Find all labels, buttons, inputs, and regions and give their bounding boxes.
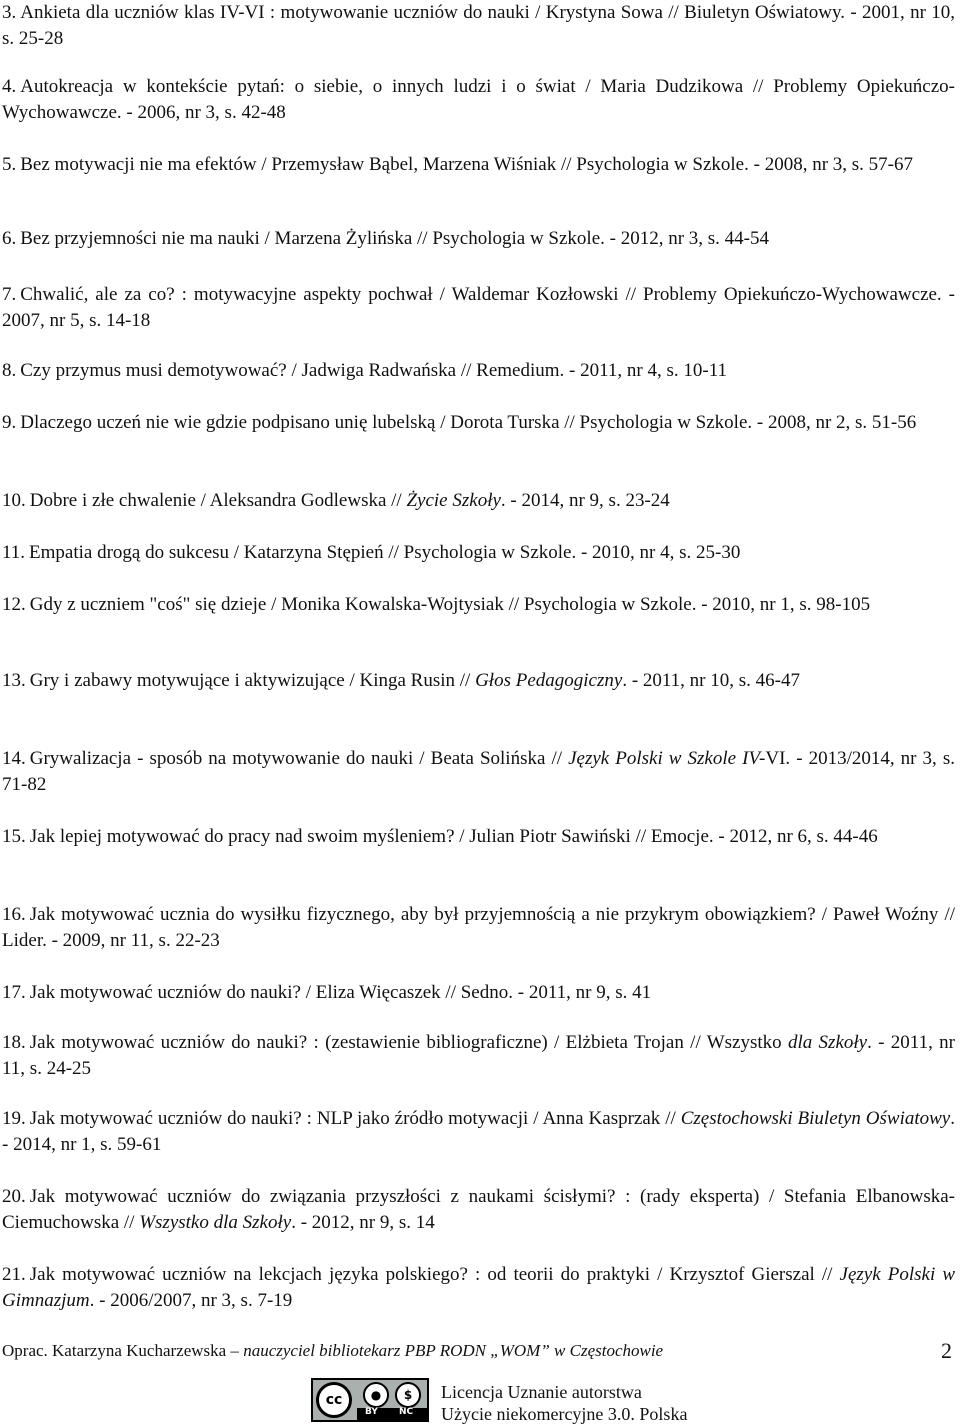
attribution-icon: ● (363, 1382, 389, 1408)
noncommercial-icon: $ (395, 1382, 421, 1408)
bibliography-entry (2, 746, 955, 798)
entry-number: 9. (2, 412, 17, 433)
entry-journal: Język Polski w Szkole IV- (568, 748, 766, 769)
bibliography-entry (2, 824, 955, 850)
entry-number: 7. (2, 284, 17, 305)
entry-text: Jak motywować uczniów do nauki? : (zestawienie bibliograficzne) / Elżbieta Trojan // Wszystko (29, 1032, 788, 1053)
entry-details: VI. - 2013/2014, nr 3, s. 71-82 (2, 748, 955, 795)
bibliography-entry (2, 74, 955, 126)
entry-number: 5. (2, 154, 17, 175)
entry-number: 15. (2, 826, 26, 847)
badge-label-strip (357, 1408, 427, 1420)
bibliography-entry (2, 592, 955, 618)
bibliography-entry (2, 282, 955, 334)
footer-credit (2, 1340, 663, 1362)
entry-text: Jak motywować uczniów do nauki? / Eliza Więcaszek // Sedno. - 2011, nr 9, s. 41 (29, 982, 652, 1003)
entry-text: Jak motywować ucznia do wysiłku fizycznego, aby był przyjemnością a nie przykrym obowiązkiem? / Paweł Woźny // Lider. - 2009, nr 11, s. 22-23 (2, 904, 955, 951)
entry-number: 4. (2, 76, 17, 97)
bibliography-entry (2, 410, 955, 436)
entry-journal: Częstochowski Biuletyn Oświatowy (680, 1108, 951, 1129)
bibliography-entry (2, 1030, 955, 1082)
entry-text: Jak motywować uczniów do nauki? : NLP jako źródło motywacji / Anna Kasprzak // (29, 1108, 681, 1129)
entry-text: Ankieta dla uczniów klas IV-VI : motywowanie uczniów do nauki / Krystyna Sowa // Biuletyn Oświatowy. - 2001, nr 10, s. 25-28 (2, 2, 955, 49)
entry-number: 14. (2, 748, 26, 769)
license-text (441, 1381, 687, 1425)
entry-text: Jak lepiej motywować do pracy nad swoim myśleniem? / Julian Piotr Sawiński // Emocje. - 2012, nr 6, s. 44-46 (29, 826, 878, 847)
bibliography-entry (2, 488, 955, 514)
entry-number: 17. (2, 982, 26, 1003)
entry-details: . - 2011, nr 11, s. 24-25 (2, 1032, 955, 1079)
bibliography-entry (2, 226, 955, 252)
page-number: 2 (941, 1338, 952, 1363)
entry-journal: Wszystko dla Szkoły (139, 1212, 292, 1233)
entry-number: 21. (2, 1264, 26, 1285)
entry-details: . - 2014, nr 1, s. 59-61 (2, 1108, 955, 1155)
entry-journal: dla Szkoły (787, 1032, 868, 1053)
entry-text: Jak motywować uczniów do związania przyszłości z naukami ścisłymi? : (rady eksperta) / Stefania Elbanowska-Ciemuchowska // (2, 1186, 955, 1233)
entry-text: Autokreacja w kontekście pytań: o siebie, o innych ludzi i o świat / Maria Dudzikowa // Problemy Opiekuńczo-Wychowawcze. - 2006, nr 3, s. 42-48 (2, 76, 955, 123)
entry-text: Empatia drogą do sukcesu / Katarzyna Stępień // Psychologia w Szkole. - 2010, nr 4, s. 25-30 (29, 542, 741, 563)
entry-journal: Głos Pedagogiczny (475, 670, 623, 691)
bibliography-entry (2, 1184, 955, 1236)
entry-number: 6. (2, 228, 17, 249)
entry-number: 11. (2, 542, 26, 563)
entry-text: Gdy z uczniem "coś" się dzieje / Monika Kowalska-Wojtysiak // Psychologia w Szkole. - 2010, nr 1, s. 98-105 (29, 594, 871, 615)
license-line-1: Licencja Uznanie autorstwa (441, 1382, 642, 1402)
bibliography-entry (2, 358, 955, 384)
badge-nc-label: NC (399, 1407, 414, 1417)
cc-icon: cc (316, 1382, 352, 1418)
entry-number: 19. (2, 1108, 26, 1129)
bibliography-entry (2, 1262, 955, 1314)
footer-role: nauczyciel bibliotekarz PBP RODN „WOM” w Częstochowie (243, 1341, 664, 1360)
bibliography-entry (2, 668, 955, 694)
entry-text: Dobre i złe chwalenie / Aleksandra Godlewska // (29, 490, 407, 511)
entry-text: Bez motywacji nie ma efektów / Przemysław Bąbel, Marzena Wiśniak // Psychologia w Szkole. - 2008, nr 3, s. 57-67 (20, 154, 913, 175)
bibliography-entry (2, 980, 955, 1006)
badge-by-label: BY (365, 1407, 378, 1417)
entry-number: 3. (2, 2, 17, 23)
cc-license-badge[interactable] (311, 1378, 429, 1422)
entry-details: . - 2014, nr 9, s. 23-24 (500, 490, 670, 511)
entry-text: Czy przymus musi demotywować? / Jadwiga Radwańska // Remedium. - 2011, nr 4, s. 10-11 (20, 360, 727, 381)
entry-number: 13. (2, 670, 26, 691)
footer-author: Oprac. Katarzyna Kucharzewska – (2, 1341, 244, 1360)
bibliography-entry (2, 1106, 955, 1158)
entry-journal: Życie Szkoły (406, 490, 501, 511)
entry-text: Gry i zabawy motywujące i aktywizujące / Kinga Rusin // (29, 670, 476, 691)
entry-number: 16. (2, 904, 26, 925)
bibliography-entry (2, 902, 955, 954)
entry-details: . - 2011, nr 10, s. 46-47 (622, 670, 800, 691)
entry-details: . - 2012, nr 9, s. 14 (291, 1212, 435, 1233)
entry-details: . - 2006/2007, nr 3, s. 7-19 (89, 1290, 293, 1311)
entry-text: Dlaczego uczeń nie wie gdzie podpisano unię lubelską / Dorota Turska // Psychologia w Szkole. - 2008, nr 2, s. 51-56 (20, 412, 917, 433)
bibliography-entry (2, 152, 955, 178)
entry-text: Chwalić, ale za co? : motywacyjne aspekty pochwał / Waldemar Kozłowski // Problemy Opiekuńczo-Wychowawcze. - 2007, nr 5, s. 14-18 (2, 284, 955, 331)
bibliography-entry (2, 0, 955, 52)
entry-text: Bez przyjemności nie ma nauki / Marzena Żylińska // Psychologia w Szkole. - 2012, nr 3, s. 44-54 (20, 228, 770, 249)
bibliography-entry (2, 540, 955, 566)
entry-number: 8. (2, 360, 17, 381)
entry-number: 10. (2, 490, 26, 511)
license-line-2: Użycie niekomercyjne 3.0. Polska (441, 1404, 688, 1424)
entry-journal: Język Polski w Gimnazjum (2, 1264, 955, 1311)
entry-number: 12. (2, 594, 26, 615)
entry-number: 20. (2, 1186, 26, 1207)
entry-text: Grywalizacja - sposób na motywowanie do nauki / Beata Solińska // (29, 748, 569, 769)
entry-number: 18. (2, 1032, 26, 1053)
entry-text: Jak motywować uczniów na lekcjach języka polskiego? : od teorii do praktyki / Krzysztof Gierszal // (29, 1264, 840, 1285)
